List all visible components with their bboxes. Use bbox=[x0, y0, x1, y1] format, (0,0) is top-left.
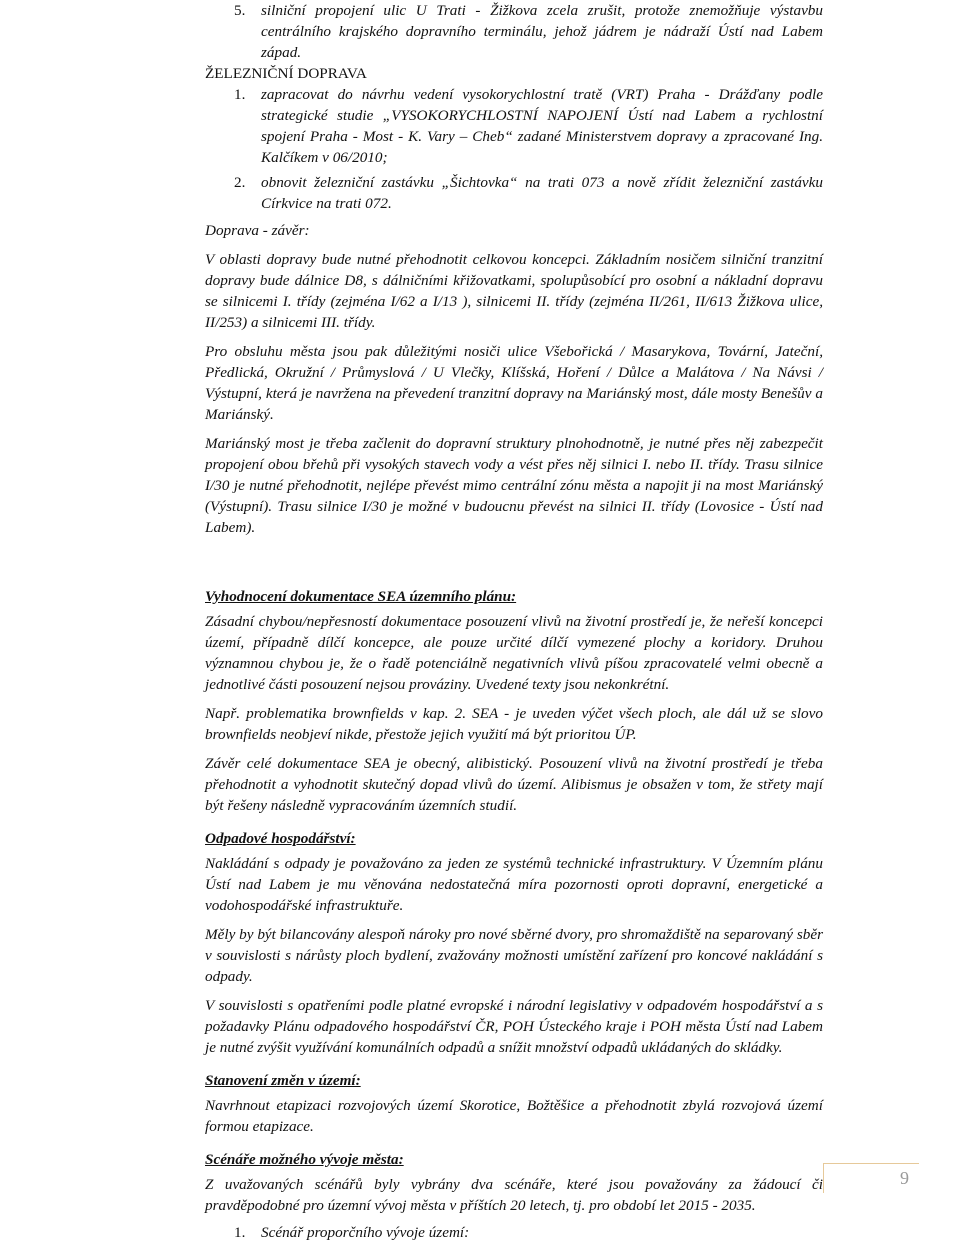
section-heading-waste: Odpadové hospodářství: bbox=[205, 830, 356, 847]
page-content bbox=[205, 0, 823, 1243]
paragraph: V souvislosti s opatřeními podle platné evropské i národní legislativy v odpadovém hospodářství a s požadavky Plánu odpadového hospodářství ČR, POH Ústeckého kraje i POH města Ústí nad Labem je nutné zvýšit využívání komunálních odpadů a snížit množství odpadů ukládaných do skládky. bbox=[205, 997, 823, 1056]
paragraph: Závěr celé dokumentace SEA je obecný, alibistický. Posouzení vlivů na životní prostředí je třeba přehodnotit a vyhodnotit skutečný dopad vlivů do území. Alibismus je obsažen v tom, že střety mají být řešeny následně vypracováním územních studií. bbox=[205, 755, 823, 814]
list-item-1 bbox=[205, 84, 823, 168]
list-item-text: zapracovat do návrhu vedení vysokorychlostní tratě (VRT) Praha - Drážďany podle strategické studie „VYSOKORYCHLOSTNÍ NAPOJENÍ Ústí nad Labem a rychlostní spojení Praha - Most - K. Vary – Cheb“ zadané Ministerstvem dopravy a zpracované Ing. Kalčíkem v 06/2010; bbox=[261, 86, 823, 166]
paragraph: Např. problematika brownfields v kap. 2. SEA - je uveden výčet všech ploch, ale dál už se slovo brownfields neobjeví nikde, přestože jejich využití má být prioritou ÚP. bbox=[205, 705, 823, 743]
paragraph: Pro obsluhu města jsou pak důležitými nosiči ulice Všebořická / Masarykova, Tovární, Jateční, Předlická, Okružní / Průmyslová / U Vlečky, Klíšská, Hoření / Důlce a Malátova / Na Návsi / Výstupní, která je navržena na převedení tranzitní dopravy na Mariánský most, dále mosty Benešův a Mariánský. bbox=[205, 343, 823, 423]
paragraph: Nakládání s odpady je považováno za jeden ze systémů technické infrastruktury. V Územním plánu Ústí nad Labem je mu věnována nedostatečná míra pozornosti oproti dopravní, energetické a vodohospodářské infrastruktuře. bbox=[205, 855, 823, 914]
list-item-text: obnovit železniční zastávku „Šichtovka“ na trati 073 a nově zřídit železniční zastávku Církvice na trati 072. bbox=[261, 174, 823, 212]
section-heading-transport-conclusion: Doprava - závěr: bbox=[205, 222, 310, 239]
list-item-2 bbox=[205, 172, 823, 214]
list-number: 5. bbox=[234, 2, 246, 19]
list-item-5 bbox=[205, 0, 823, 63]
paragraph: Navrhnout etapizaci rozvojových území Skorotice, Božtěšice a přehodnotit zbylá rozvojová území formou etapizace. bbox=[205, 1097, 823, 1135]
paragraph: Zásadní chybou/nepřesností dokumentace posouzení vlivů na životní prostředí je, že neřeší koncepci území, případně dílčí koncepce, ale pouze určité dílčí vymezené plochy a koridory. Druhou významnou chybou je, že o řadě potenciálně negativních vlivů píšou zpracovatelé velmi obecně a jednotlivé části posouzení nejsou prováziny. Uvedené texty jsou nekonkrétní. bbox=[205, 613, 823, 693]
list-number: 2. bbox=[234, 174, 246, 191]
list-item-scenario-1 bbox=[205, 1222, 823, 1243]
paragraph: V oblasti dopravy bude nutné přehodnotit celkovou koncepci. Základním nosičem silniční tranzitní dopravy bude dálnice D8, s dálničními křižovatkami, spolupůsobící pro osobní a nákladní dopravu se silnicemi I. třídy (zejména I/62 a I/13 ), silnicemi II. třídy (zejména II/261, II/613 Žižkova ulice, II/253) a silnicemi III. třídy. bbox=[205, 251, 823, 331]
list-number: 1. bbox=[234, 1224, 246, 1241]
section-heading-sea: Vyhodnocení dokumentace SEA územního plánu: bbox=[205, 588, 517, 605]
paragraph: Z uvažovaných scénářů byly vybrány dva scénáře, které jsou považovány za žádoucí či pravděpodobné pro územní vývoj města v příštích 20 letech, tj. pro období let 2015 - 2035. bbox=[205, 1176, 823, 1214]
list-item-text: Scénář proporčního vývoje území: bbox=[261, 1224, 470, 1241]
paragraph: Mariánský most je třeba začlenit do dopravní struktury plnohodnotně, je nutné přes něj zabezpečit propojení obou břehů při vysokých stavech vody a vést přes něj silnici I. nebo II. třídy. Trasu silnice I/30 je nutné přehodnotit, nejlépe převést mimo centrální zónu města a napojit ji na most Mariánský (Výstupní). Trasu silnice I/30 je možné v budoucnu převést na silnici II. třídy (Lovosice - Ústí nad Labem). bbox=[205, 435, 823, 536]
page-number: 9 bbox=[823, 1163, 919, 1193]
section-heading-staging: Stanovení změn v území: bbox=[205, 1072, 361, 1089]
section-heading-rail: ŽELEZNIČNÍ DOPRAVA bbox=[205, 65, 367, 82]
section-heading-scenarios: Scénáře možného vývoje města: bbox=[205, 1151, 404, 1168]
list-item-text: silniční propojení ulic U Trati - Žižkova zcela zrušit, protože znemožňuje výstavbu centrálního krajského dopravního terminálu, jehož jádrem je nádraží Ústí nad Labem západ. bbox=[261, 2, 823, 61]
paragraph: Měly by být bilancovány alespoň nároky pro nové sběrné dvory, pro shromaždiště na separovaný sběr v souvislosti s nárůsty ploch bydlení, zvažovány možnosti umístění zařízení pro koncové nakládání s odpady. bbox=[205, 926, 823, 985]
list-number: 1. bbox=[234, 86, 246, 103]
